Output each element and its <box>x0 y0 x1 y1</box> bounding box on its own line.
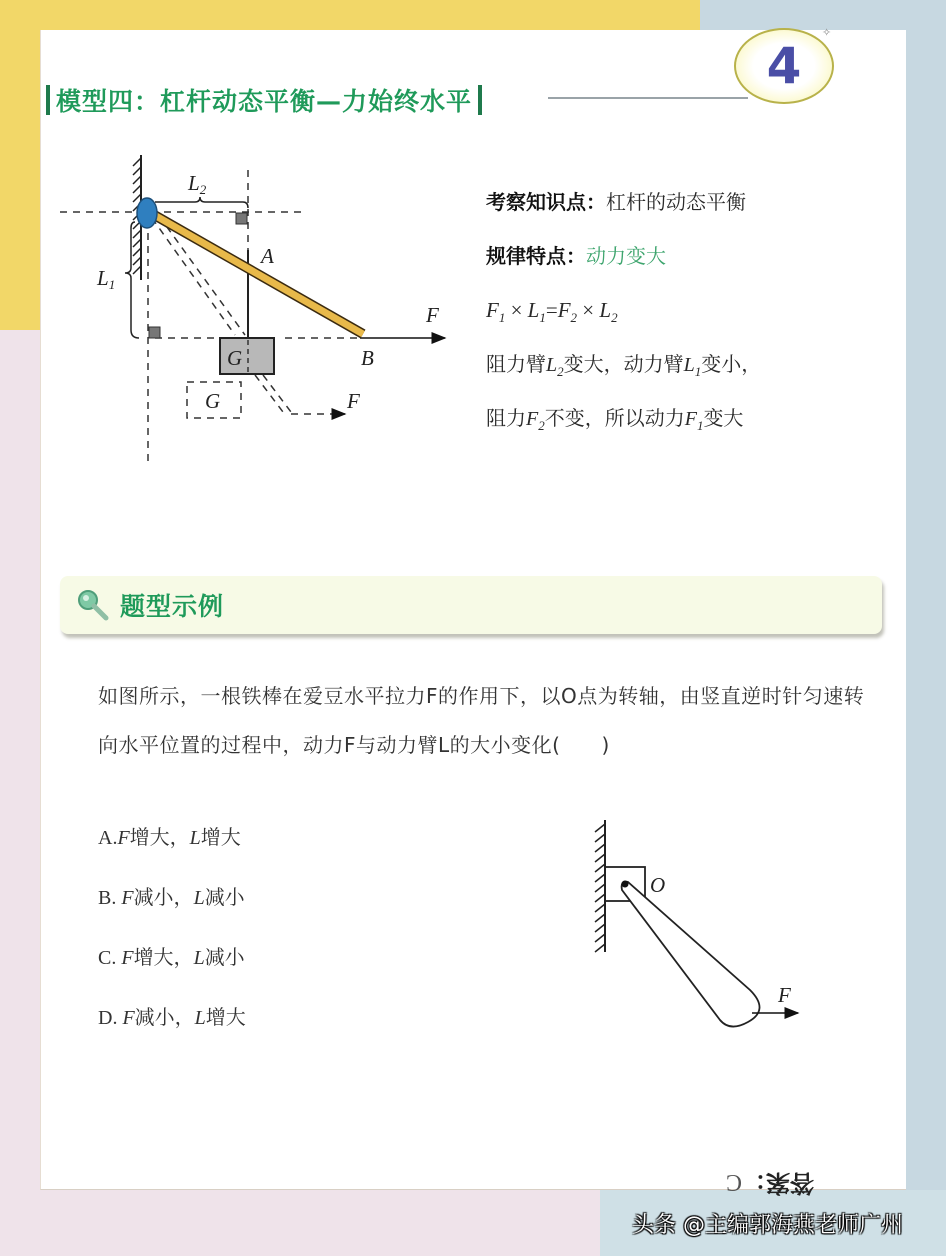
model-number-badge <box>734 28 834 104</box>
topic-label: 考察知识点： <box>486 190 606 214</box>
explanation-line-2: 阻力$F_2$不变，所以动力$F_1$变大 <box>486 406 744 433</box>
svg-text:G: G <box>227 346 243 370</box>
iron-rod <box>622 882 760 1027</box>
explanation-line-1: 阻力臂$L_2$变大，动力臂$L_1$变小， <box>486 352 762 379</box>
answer-label: 答案： <box>742 1169 815 1197</box>
option-c[interactable]: C. F增大，L减小 <box>98 945 245 969</box>
svg-text:A: A <box>261 244 274 268</box>
title-right-bar <box>478 85 482 115</box>
badge-number: 4 <box>766 37 802 95</box>
key-icon <box>76 588 110 622</box>
page-title: 模型四：杠杆动态平衡—力始终水平 <box>56 87 473 116</box>
option-d[interactable]: D. F减小，L增大 <box>98 1005 246 1029</box>
question-text: 如图所示，一根铁棒在爱豆水平拉力F的作用下，以O点为转轴，由竖直逆时针匀速转向水平位置的过程中，动力F与动力臂L的大小变化( ) <box>98 684 865 757</box>
section-header <box>46 82 482 118</box>
title-left-bar <box>46 85 50 115</box>
iron-rod-diagram <box>580 810 820 1040</box>
knowledge-summary <box>486 182 886 452</box>
svg-text:F: F <box>347 389 360 413</box>
svg-text:F: F <box>426 303 439 327</box>
lever-bar <box>149 212 363 334</box>
example-section-banner <box>60 576 882 634</box>
rule-value: 动力变大 <box>586 244 666 268</box>
title-divider-line <box>548 97 748 99</box>
topic-row <box>486 182 886 236</box>
option-a[interactable]: A.F增大，L增大 <box>98 825 241 849</box>
option-b[interactable]: B. F减小，L减小 <box>98 885 245 909</box>
right-angle-mark <box>149 327 160 338</box>
pivot-point <box>622 881 629 888</box>
svg-text:G: G <box>205 389 221 413</box>
answer-options <box>98 815 246 1055</box>
section-title: 题型示例 <box>120 592 225 621</box>
svg-text:O: O <box>650 873 666 897</box>
svg-text:B: B <box>361 346 374 370</box>
pivot-icon <box>137 198 157 228</box>
lever-formula: $F_1 \times L_1=F_2 \times L_2$ <box>486 298 618 326</box>
rule-row <box>486 236 886 290</box>
right-angle-mark <box>236 213 247 224</box>
svg-text:L2: L2 <box>188 171 207 197</box>
wall-hatch <box>595 820 605 952</box>
svg-text:L1: L1 <box>97 266 116 292</box>
upside-down-answer <box>726 1168 814 1203</box>
topic-value: 杠杆的动态平衡 <box>606 190 746 214</box>
answer-value: C <box>726 1169 743 1195</box>
rule-label: 规律特点： <box>486 244 586 268</box>
sparkle-icon: ✧ <box>822 26 832 39</box>
svg-text:F: F <box>778 983 791 1007</box>
lever-diagram <box>55 150 465 470</box>
watermark: 头条 @主编郭海燕老师广州 <box>632 1213 903 1238</box>
